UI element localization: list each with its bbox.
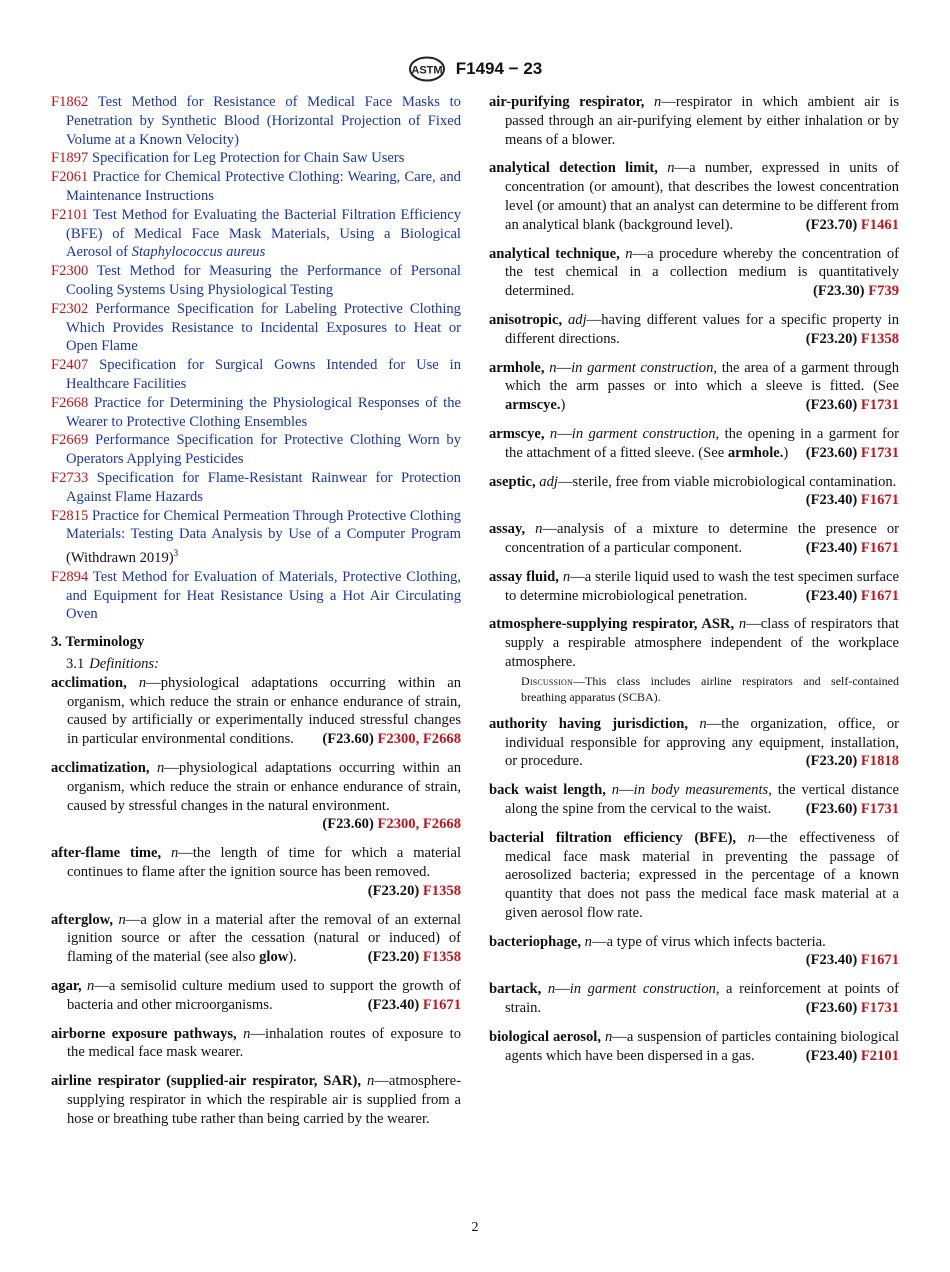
- term-entry: [51, 674, 461, 749]
- term-headword: acclimation,: [51, 674, 127, 691]
- reference-code[interactable]: F2407: [51, 357, 89, 374]
- term-headword: biological aerosol,: [489, 1028, 601, 1045]
- term-part-of-speech: n: [138, 674, 147, 691]
- term-definition: —a sterile liquid used to wash the test specimen surface to determine microbiological penetration.: [505, 568, 899, 604]
- term-entry: [489, 715, 899, 771]
- document-id: F1494 − 23: [455, 59, 543, 78]
- term-standard-links[interactable]: F1731: [860, 1000, 899, 1017]
- term-headword: acclimatization,: [51, 759, 150, 776]
- term-headword: back waist length,: [489, 782, 606, 799]
- reference-code[interactable]: F2894: [51, 568, 89, 585]
- term-part-of-speech: n: [625, 245, 633, 262]
- reference-status: (Withdrawn 2019): [66, 549, 174, 566]
- term-part-of-speech: n: [562, 568, 571, 585]
- term-discussion-note: [505, 673, 899, 705]
- reference-code[interactable]: F2815: [51, 507, 89, 524]
- term-see-close: ): [560, 397, 566, 414]
- term-standard-links[interactable]: F1358: [860, 330, 899, 347]
- term-definition: —the length of time for which a material continues to flame after the ignition source has been removed.: [67, 845, 461, 880]
- reference-item: [51, 431, 461, 469]
- reference-code[interactable]: F2061: [51, 169, 89, 186]
- term-part-of-speech: n: [699, 715, 707, 732]
- reference-title[interactable]: Practice for Determining the Physiological Responses of the Wearer to Protective Clothing Ensembles: [66, 394, 461, 430]
- term-headword: aseptic,: [489, 473, 536, 490]
- reference-title-italic[interactable]: Staphylococcus aureus: [131, 244, 266, 261]
- term-part-of-speech: n: [667, 160, 675, 177]
- term-entry: [489, 933, 899, 971]
- term-standard-links[interactable]: F1358: [422, 882, 461, 899]
- term-standard-links[interactable]: F739: [868, 283, 899, 300]
- term-definition: —a number, expressed in units of concentration (or amount), that describes the lowest concentration level (or amount) that an analyst can determine to be different from an analytical blank (background level).: [505, 160, 900, 233]
- term-headword: airborne exposure pathways,: [51, 1025, 237, 1042]
- term-entry: bartack, n—in garment construction, a reinforcement at points of strain. (F23.60) F1731: [489, 981, 899, 1017]
- term-entry: [489, 93, 899, 149]
- term-entry: [489, 245, 899, 301]
- reference-title[interactable]: Specification for Leg Protection for Chain Saw Users: [91, 150, 405, 167]
- term-committee: (F23.60): [322, 816, 374, 833]
- term-entry: [51, 759, 461, 834]
- term-committee: (F23.60): [805, 397, 858, 414]
- reference-item: [51, 469, 461, 507]
- reference-item: [51, 168, 461, 206]
- term-definition: —having different values for a specific property in different directions.: [505, 311, 899, 347]
- term-headword: bacteriophage,: [489, 933, 582, 950]
- term-definition: —physiological adaptations occurring within an organism, which reduce the strain or enhance endurance of strain, caused by stressful changes in the natural environment.: [67, 759, 461, 814]
- term-committee: (F23.70): [805, 216, 858, 233]
- reference-code[interactable]: F1862: [51, 94, 89, 110]
- term-part-of-speech: n: [547, 981, 556, 998]
- term-entry: [51, 844, 461, 900]
- reference-title[interactable]: Test Method for Evaluation of Materials, Protective Clothing, and Equipment for Heat Resistance Using a Hot Air Circulating Oven: [66, 568, 461, 623]
- term-entry: armscye, n—in garment construction, the opening in a garment for the attachment of a fitted sleeve. (See armhole.) (F23.60) F1731: [489, 425, 899, 461]
- term-definition: —a glow in a material after the removal of an external ignition source or after the cessation (natural or induced) of flaming of the material (see also: [67, 911, 461, 966]
- term-entry: [489, 568, 899, 606]
- term-part-of-speech: n: [535, 521, 543, 538]
- page-number: 2: [471, 1220, 479, 1235]
- subsection-title: Definitions:: [89, 655, 159, 672]
- term-part-of-speech: adj: [568, 311, 587, 328]
- term-committee: (F23.20): [805, 330, 858, 347]
- term-entry: [51, 977, 461, 1015]
- reference-code[interactable]: F2300: [51, 263, 89, 280]
- term-headword: afterglow,: [51, 911, 114, 928]
- term-standard-links[interactable]: F1358: [422, 949, 461, 966]
- reference-title[interactable]: Specification for Surgical Gowns Intended for Use in Healthcare Facilities: [66, 357, 461, 392]
- reference-item: [51, 206, 461, 262]
- section-heading: 3. Terminology: [51, 634, 145, 651]
- term-entry: [489, 473, 899, 511]
- term-part-of-speech: n: [243, 1025, 251, 1042]
- term-standard-links[interactable]: F1731: [860, 800, 899, 817]
- reference-item: [51, 149, 461, 168]
- term-part-of-speech: n: [87, 977, 95, 994]
- reference-title[interactable]: Test Method for Resistance of Medical Face Masks to Penetration by Synthetic Blood (Horizontal Projection of Fixed Volume at a Known Velocity): [66, 94, 461, 148]
- reference-title[interactable]: Practice for Chemical Protective Clothing: Wearing, Care, and Maintenance Instructions: [66, 169, 461, 204]
- term-entry: [489, 311, 899, 349]
- term-definition: —a type of virus which infects bacteria.: [591, 933, 826, 950]
- subsection-heading: [51, 655, 461, 674]
- term-definition: , the opening in a garment for the attachment of a fitted sleeve. (See: [505, 425, 899, 461]
- term-part-of-speech: n: [549, 359, 557, 376]
- term-entry: [51, 1025, 461, 1063]
- term-entry: [51, 911, 461, 967]
- term-definition: , the vertical distance along the spine from the cervical to the waist.: [505, 782, 899, 817]
- term-headword: agar,: [51, 977, 82, 994]
- term-definition: —respirator in which ambient air is passed through an air-purifying element by either inhalation or by means of a blower.: [505, 94, 899, 148]
- term-part-of-speech: n: [170, 845, 179, 862]
- reference-code[interactable]: F2669: [51, 432, 89, 449]
- term-part-of-speech: n: [157, 759, 165, 776]
- reference-item: [51, 507, 461, 568]
- term-part-of-speech: n: [611, 782, 620, 799]
- reference-title[interactable]: Test Method for Measuring the Performance of Personal Cooling Systems Using Physiological Testing: [66, 263, 461, 298]
- term-committee: (F23.40): [805, 952, 858, 969]
- term-see-close: ): [783, 444, 789, 461]
- reference-code[interactable]: F1897: [51, 150, 89, 167]
- page-header: [0, 56, 950, 82]
- term-committee: (F23.60): [805, 1000, 858, 1017]
- reference-code[interactable]: F2101: [51, 206, 89, 223]
- term-committee: (F23.40): [805, 1047, 858, 1064]
- term-standard-links[interactable]: F2300, F2668: [377, 731, 461, 748]
- term-definition: —sterile, free from viable microbiological contamination.: [557, 473, 897, 490]
- term-standard-links[interactable]: F2101: [860, 1047, 899, 1064]
- term-part-of-speech: n: [549, 425, 558, 442]
- reference-code[interactable]: F2302: [51, 300, 89, 317]
- reference-item: [51, 262, 461, 300]
- term-entry: [489, 520, 899, 558]
- term-see-close: ).: [288, 949, 297, 966]
- term-definition: —a semisolid culture medium used to support the growth of bacteria and other microorganisms.: [67, 977, 461, 1013]
- subsection-number: 3.1: [66, 655, 85, 672]
- term-committee: (F23.60): [322, 731, 374, 748]
- term-headword: assay,: [489, 521, 526, 538]
- discussion-label: Discussion: [521, 673, 574, 688]
- term-standard-links[interactable]: F1671: [860, 952, 899, 969]
- term-part-of-speech: n: [605, 1028, 613, 1045]
- term-headword: analytical detection limit,: [489, 160, 658, 177]
- term-standard-links[interactable]: F1671: [860, 587, 899, 604]
- term-part-of-speech: adj: [539, 473, 558, 490]
- term-entry: [489, 829, 899, 923]
- term-headword: analytical technique,: [489, 245, 620, 262]
- term-part-of-speech: n: [366, 1073, 375, 1090]
- term-headword: after-flame time,: [51, 845, 162, 862]
- term-headword: airline respirator (supplied-air respirator, SAR),: [51, 1073, 362, 1090]
- right-column: [489, 93, 899, 1075]
- reference-item: [51, 356, 461, 394]
- reference-title[interactable]: Performance Specification for Protective Clothing Worn by Operators Applying Pesticides: [66, 432, 462, 468]
- term-headword: authority having jurisdiction,: [489, 715, 689, 732]
- term-definition: —physiological adaptations occurring within an organism, which reduce the strain or enhance endurance of strain, caused by artificially or experimentally induced stressful changes in particular environmental conditions.: [67, 674, 461, 748]
- left-column: [51, 93, 461, 1139]
- term-definition: , a reinforcement at points of strain.: [505, 981, 899, 1017]
- term-definition: —atmosphere-supplying respirator in which the respirable air is supplied from a hose or breathing tube rather than being carried by the wearer.: [67, 1073, 461, 1127]
- term-standard-links[interactable]: F1671: [860, 539, 899, 556]
- term-entry: [489, 1028, 899, 1066]
- term-standard-links[interactable]: F1731: [860, 444, 899, 461]
- term-entry: [489, 615, 899, 704]
- referenced-documents-list: [51, 93, 461, 624]
- term-committee: (F23.40): [805, 539, 858, 556]
- term-standard-links[interactable]: F1731: [860, 397, 899, 414]
- term-definition: —a procedure whereby the concentration of the test chemical in a collection medium is quantitatively determined.: [505, 245, 899, 300]
- astm-logo-text: ASTM: [411, 64, 443, 77]
- term-committee: (F23.40): [805, 492, 858, 509]
- term-standard-links[interactable]: F1818: [860, 753, 899, 770]
- term-committee: (F23.20): [367, 882, 420, 899]
- term-definition: , the area of a garment through which the arm passes or into which a sleeve is fitted. (See: [505, 359, 899, 395]
- term-committee: (F23.20): [367, 949, 420, 966]
- footnote-marker[interactable]: 3: [173, 548, 179, 559]
- term-context: in garment construction: [569, 981, 716, 998]
- term-context: in garment construction: [571, 425, 716, 442]
- astm-logo-icon: [408, 56, 446, 82]
- term-committee: (F23.60): [805, 800, 858, 817]
- term-part-of-speech: n: [738, 616, 747, 633]
- term-standard-links[interactable]: F1671: [422, 996, 461, 1013]
- term-definition: —the effectiveness of medical face mask material in preventing the passage of aerosolized bacteria; expressed in the percentage of a known quantity that does not pass the medical face mask material at a given aerosol flow rate.: [505, 829, 899, 921]
- reference-code[interactable]: F2733: [51, 469, 89, 486]
- term-entry: [489, 159, 899, 234]
- term-headword: assay fluid,: [489, 568, 559, 585]
- reference-title[interactable]: Practice for Chemical Permeation Through Protective Clothing Materials: Testing Data Analysis by Use of a Computer Program: [66, 507, 461, 543]
- term-committee: (F23.30): [813, 283, 865, 300]
- term-entry: armhole, n—in garment construction, the area of a garment through which the arm passes or into which a sleeve is fitted. (See armscye.) (F23.60) F1731: [489, 359, 899, 414]
- term-entry: [51, 1072, 461, 1128]
- term-committee: (F23.40): [805, 587, 858, 604]
- term-context: in garment construction: [571, 359, 714, 376]
- term-standard-links[interactable]: F1461: [860, 216, 899, 233]
- term-committee: (F23.20): [805, 753, 858, 770]
- term-definition: —a suspension of particles containing biological agents which have been dispersed in a gas.: [505, 1028, 900, 1064]
- reference-title[interactable]: Specification for Flame-Resistant Rainwear for Protection Against Flame Hazards: [66, 469, 461, 505]
- term-definition: —inhalation routes of exposure to the medical face mask wearer.: [67, 1025, 461, 1061]
- term-headword: anisotropic,: [489, 311, 563, 328]
- discussion-text: —This class includes airline respirators and self-contained breathing apparatus (SCBA).: [521, 673, 899, 704]
- term-context: in body measurements: [633, 782, 769, 799]
- term-part-of-speech: n: [584, 933, 592, 950]
- term-headword: bacterial filtration efficiency (BFE),: [489, 829, 737, 846]
- reference-item: [51, 394, 461, 432]
- reference-code[interactable]: F2668: [51, 394, 89, 411]
- reference-title[interactable]: Performance Specification for Labeling Protective Clothing Which Provides Resistance to Incidental Exposures to Heat or Open Flame: [66, 300, 461, 355]
- term-standard-links[interactable]: F1671: [860, 492, 899, 509]
- term-headword: bartack,: [489, 981, 542, 998]
- term-part-of-speech: n: [118, 911, 126, 928]
- term-entry: back waist length, n—in body measurements, the vertical distance along the spine from the cervical to the waist. (F23.60) F1731: [489, 782, 899, 817]
- term-see-also[interactable]: glow: [259, 949, 289, 966]
- term-committee: (F23.60): [805, 444, 858, 461]
- term-headword: armhole,: [489, 359, 545, 376]
- term-standard-links[interactable]: F2300, F2668: [377, 816, 461, 833]
- reference-item: [51, 300, 461, 356]
- term-headword: armscye,: [489, 425, 545, 442]
- term-definition: —the organization, office, or individual responsible for approving any equipment, installation, or procedure.: [505, 715, 900, 770]
- term-headword: air-purifying respirator,: [489, 94, 645, 110]
- term-headword: atmosphere-supplying respirator, ASR,: [489, 616, 735, 633]
- term-committee: (F23.40): [367, 996, 420, 1013]
- term-definition: —class of respirators that supply a respirable atmosphere independent of the workplace atmosphere.: [505, 616, 899, 670]
- term-definition: —analysis of a mixture to determine the presence or concentration of a particular component.: [505, 521, 899, 556]
- reference-item: [51, 568, 461, 624]
- term-part-of-speech: n: [654, 94, 662, 110]
- reference-item: [51, 93, 461, 149]
- reference-title[interactable]: Test Method for Evaluating the Bacterial Filtration Efficiency (BFE) of Medical Face Mask Materials, Using a Biological Aerosol of: [66, 206, 462, 261]
- term-part-of-speech: n: [747, 829, 756, 846]
- term-see-also[interactable]: armscye.: [505, 397, 561, 414]
- term-see-also[interactable]: armhole.: [727, 444, 784, 461]
